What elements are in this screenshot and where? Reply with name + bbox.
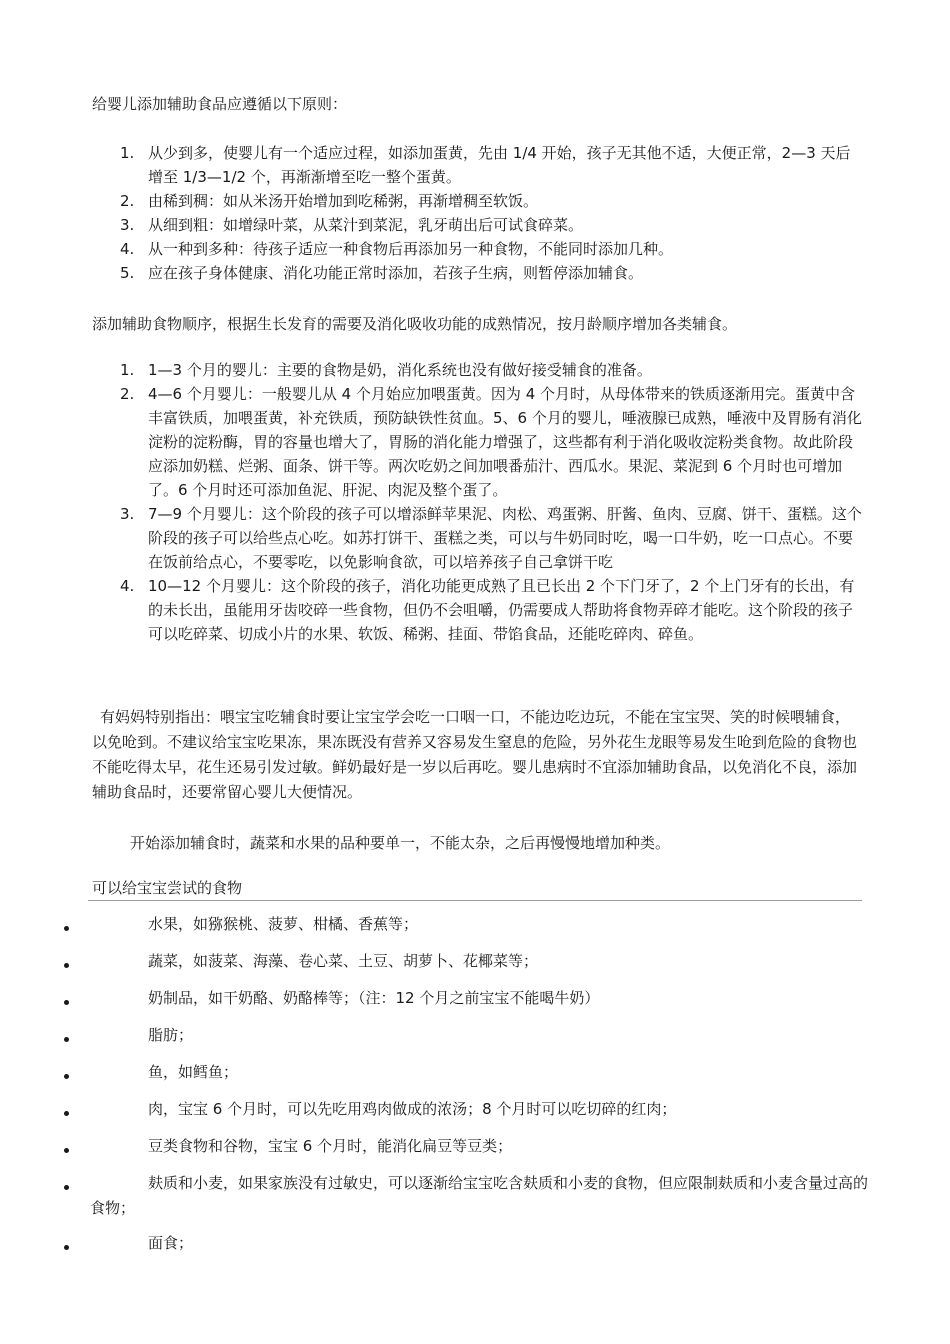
foods-heading: 可以给宝宝尝试的食物 — [92, 879, 243, 897]
list-item — [92, 189, 862, 213]
bullet-icon — [64, 1148, 69, 1153]
list-item-text: 脂肪； — [148, 1026, 194, 1044]
list-item — [60, 912, 870, 949]
list-item-text: 从少到多，使婴儿有一个适应过程，如添加蛋黄，先由 1/4 开始，孩子无其他不适，大便正常，2—3 天后增至 1/3—1/2 个，再渐渐增至吃一整个蛋黄。 — [148, 144, 851, 186]
bullet-icon — [64, 1185, 69, 1190]
bullet-icon — [64, 1111, 69, 1116]
mom-tip-paragraph: 有妈妈特别指出：喂宝宝吃辅食时要让宝宝学会吃一口咽一口，不能边吃边玩，不能在宝宝哭、笑的时候喂辅食，以免呛到。不建议给宝宝吃果冻，果冻既没有营养又容易发生窒息的危险，另外花生龙眼等易发生呛到危险的食物也不能吃得太早，花生还易引发过敏。鲜奶最好是一岁以后再吃。婴儿患病时不宜添加辅助食品，以免消化不良，添加辅助食品时，还要常留心婴儿大便情况。 — [92, 708, 858, 801]
list-item — [60, 986, 870, 1023]
list-item — [92, 141, 862, 189]
list-number: 3. — [120, 216, 135, 234]
list-item — [60, 1097, 870, 1134]
list-item — [92, 574, 862, 646]
list-item — [60, 1060, 870, 1097]
list-item-text: 水果，如猕猴桃、菠萝、柑橘、香蕉等； — [148, 915, 419, 933]
list-item-text: 豆类食物和谷物，宝宝 6 个月时，能消化扁豆等豆类； — [148, 1137, 513, 1155]
bullet-icon — [64, 1074, 69, 1079]
stages-list — [92, 358, 862, 646]
list-item-text: 1—3 个月的婴儿：主要的食物是奶，消化系统也没有做好接受辅食的准备。 — [148, 361, 652, 379]
list-number: 4. — [120, 577, 135, 595]
bullet-icon — [64, 1037, 69, 1042]
list-item-text: 奶制品，如干奶酪、奶酪棒等；（注：12 个月之前宝宝不能喝牛奶） — [148, 989, 600, 1007]
list-item — [60, 949, 870, 986]
bullet-icon — [64, 1000, 69, 1005]
list-item — [60, 1171, 870, 1231]
list-number: 4. — [120, 240, 135, 258]
list-number: 2. — [120, 192, 135, 210]
list-number: 1. — [120, 361, 135, 379]
list-number: 2. — [120, 385, 135, 403]
list-item-text: 面食； — [148, 1234, 194, 1252]
list-item-text: 4—6 个月婴儿：一般婴儿从 4 个月始应加喂蛋黄。因为 4 个月时，从母体带来的铁质逐渐用完。蛋黄中含丰富铁质，加喂蛋黄，补充铁质，预防缺铁性贫血。5、6 个月的婴儿，唾液腺已成熟，唾液中及胃肠有消化淀粉的淀粉酶，胃的容量也增大了，胃肠的消化能力增强了，这些都有利于消化吸收淀粉类食物。故此阶段应添加奶糕、烂粥、面条、饼干等。两次吃奶之间加喂番茄汁、西瓜水。果泥、菜泥到 6 个月时也可增加了。6 个月时还可添加鱼泥、肝泥、肉泥及整个蛋了。 — [148, 385, 862, 499]
list-item-text: 7—9 个月婴儿：这个阶段的孩子可以增添鲜苹果泥、肉松、鸡蛋粥、肝酱、鱼肉、豆腐、饼干、蛋糕。这个阶段的孩子可以给些点心吃。如苏打饼干、蛋糕之类，可以与牛奶同时吃，喝一口牛奶，吃一口点心。不要在饭前给点心，不要零吃，以免影响食欲，可以培养孩子自己拿饼干吃 — [148, 505, 862, 571]
bullet-icon — [64, 1245, 69, 1250]
principles-list — [92, 141, 862, 285]
list-item — [60, 1231, 870, 1268]
list-item — [92, 213, 862, 237]
list-item-text: 蔬菜，如菠菜、海藻、卷心菜、土豆、胡萝卜、花椰菜等； — [148, 952, 539, 970]
list-number: 1. — [120, 144, 135, 162]
intro-paragraph: 给婴儿添加辅助食品应遵循以下原则： — [92, 95, 348, 113]
list-item — [92, 502, 862, 574]
list-item — [92, 261, 862, 285]
list-number: 3. — [120, 505, 135, 523]
list-item — [92, 237, 862, 261]
order-intro-paragraph: 添加辅助食物顺序，根据生长发育的需要及消化吸收功能的成熟情况，按月龄顺序增加各类辅食。 — [92, 315, 738, 333]
list-item — [60, 1023, 870, 1060]
list-item-text: 由稀到稠：如从米汤开始增加到吃稀粥，再渐增稠至软饭。 — [148, 192, 539, 210]
list-number: 5. — [120, 264, 135, 282]
list-item-text: 10—12 个月婴儿：这个阶段的孩子，消化功能更成熟了且已长出 2 个下门牙了，2 个上门牙有的长出，有的未长出，虽能用牙齿咬碎一些食物，但仍不会咀嚼，仍需要成人帮助将食物弄碎才能吃。这个阶段的孩子可以吃碎菜、切成小片的水果、软饭、稀粥、挂面、带馅食品，还能吃碎肉、碎鱼。 — [148, 577, 855, 643]
list-item-text: 鱼，如鳕鱼； — [148, 1063, 239, 1081]
list-item — [60, 1134, 870, 1171]
list-item-text: 麸质和小麦，如果家族没有过敏史，可以逐渐给宝宝吃含麸质和小麦的食物，但应限制麸质和小麦含量过高的食物； — [90, 1174, 869, 1217]
list-item-text: 从一种到多种：待孩子适应一种食物后再添加另一种食物，不能同时添加几种。 — [148, 240, 674, 258]
section-divider — [88, 900, 862, 901]
list-item — [92, 358, 862, 382]
foods-list — [60, 912, 870, 1268]
list-item-text: 从细到粗：如增绿叶菜，从菜汁到菜泥，乳牙萌出后可试食碎菜。 — [148, 216, 584, 234]
start-tip-paragraph: 开始添加辅食时，蔬菜和水果的品种要单一，不能太杂，之后再慢慢地增加种类。 — [130, 834, 671, 852]
bullet-icon — [64, 963, 69, 968]
list-item — [92, 382, 862, 502]
list-item-text: 应在孩子身体健康、消化功能正常时添加，若孩子生病，则暂停添加辅食。 — [148, 264, 644, 282]
list-item-text: 肉，宝宝 6 个月时，可以先吃用鸡肉做成的浓汤；8 个月时可以吃切碎的红肉； — [148, 1100, 677, 1118]
bullet-icon — [64, 926, 69, 931]
